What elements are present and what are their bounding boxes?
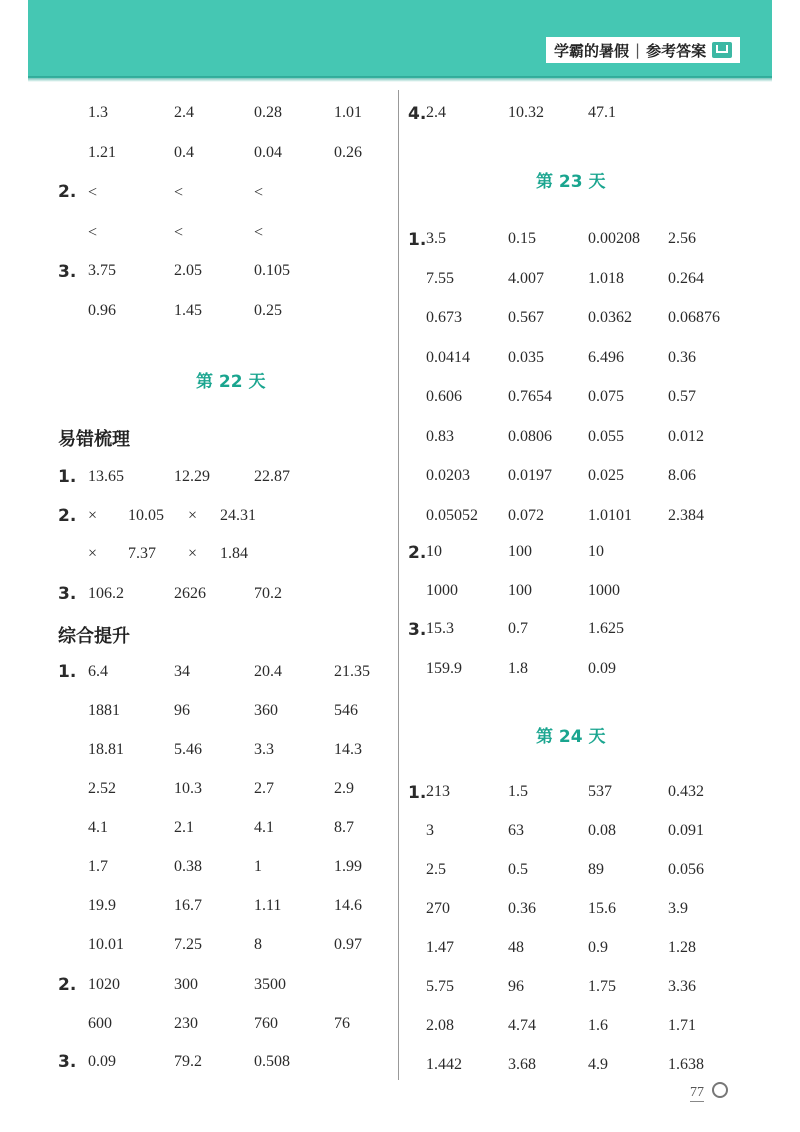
- d24-q1-cell: 537: [588, 783, 612, 800]
- d23-q1-cell: 0.0362: [588, 309, 632, 326]
- left-top-row-cell: 0.4: [174, 144, 194, 161]
- d23-q3-cell: 0.7: [508, 620, 528, 637]
- d24-q1-cell: 3.68: [508, 1056, 536, 1073]
- d23-q2-cell: 100: [508, 543, 532, 560]
- question-number: 3.: [58, 262, 77, 282]
- s2-q1-cell: 14.6: [334, 897, 362, 914]
- d23-q1-cell: 0.0197: [508, 467, 552, 484]
- s2-q1-cell: 16.7: [174, 897, 202, 914]
- d23-q1-cell: 0.36: [668, 348, 696, 366]
- book-title: 学霸的暑假: [554, 41, 630, 60]
- page-number: 77: [690, 1085, 704, 1100]
- question-number: 1.: [58, 662, 77, 682]
- d24-q1-cell: 1.71: [668, 1017, 696, 1034]
- header-separator: |: [635, 41, 641, 59]
- d23-q1-cell: 7.55: [426, 269, 454, 287]
- d24-q1-cell: 213: [426, 783, 450, 800]
- s2-q2-cell: 600: [88, 1015, 112, 1032]
- s2-q1-cell: 1.11: [254, 897, 282, 914]
- d24-q1-cell: 15.6: [588, 900, 616, 917]
- d23-q3-cell: 1.625: [588, 620, 624, 637]
- s2-q1-cell: 8: [254, 936, 262, 953]
- section-label: 参考答案: [646, 41, 707, 60]
- d23-q1-cell: 0.0203: [426, 467, 470, 484]
- question-number: 2.: [58, 182, 77, 202]
- s1-q2-cell: ×: [88, 507, 98, 524]
- left-top-row-cell: 0.04: [254, 144, 282, 161]
- d24-q1-cell: 3.36: [668, 978, 696, 995]
- d23-q1-cell: 3.5: [426, 230, 446, 247]
- d24-q1-cell: 89: [588, 861, 604, 878]
- d23-q1-cell: 0.06876: [668, 309, 720, 326]
- s1-q2-cell: ×: [188, 507, 198, 524]
- d24-q1-cell: 4.74: [508, 1017, 536, 1034]
- s2-q1-cell: 21.35: [334, 663, 370, 680]
- d24-q1-cell: 0.08: [588, 822, 616, 839]
- d23-q1-cell: 2.56: [668, 230, 696, 247]
- d23-q1-cell: 6.496: [588, 348, 624, 366]
- sun-icon: [712, 1082, 728, 1098]
- d23-q1-cell: 1.018: [588, 269, 624, 287]
- d23-q2-cell: 10: [426, 543, 442, 560]
- compare-cell: <: [254, 224, 264, 241]
- d23-q1-cell: 0.0806: [508, 427, 552, 445]
- left-q3-cell: 2.05: [174, 262, 202, 279]
- s2-q1-cell: 3.3: [254, 741, 274, 758]
- d23-q1-cell: 1.0101: [588, 506, 632, 524]
- d24-q1-cell: 96: [508, 978, 524, 995]
- s2-q1-cell: 6.4: [88, 663, 108, 680]
- question-number: 3.: [408, 620, 427, 640]
- d23-q1-cell: 0.606: [426, 388, 462, 405]
- d24-q1-cell: 0.36: [508, 900, 536, 917]
- d23-q1-cell: 0.57: [668, 388, 696, 405]
- d23-q1-cell: 0.0414: [426, 348, 470, 366]
- compare-cell: <: [174, 224, 184, 241]
- header-band-shadow: [28, 76, 772, 82]
- left-q3-cell: 0.105: [254, 262, 290, 279]
- d24-q1-cell: 0.432: [668, 783, 704, 800]
- d23-q1-cell: 0.035: [508, 348, 544, 366]
- day-23-title: 第 23 天: [536, 172, 606, 192]
- s1-q2-cell: 7.37: [128, 545, 156, 562]
- left-top-row-cell: 1.21: [88, 144, 116, 161]
- question-number: 3.: [58, 1052, 77, 1072]
- d24-q1-cell: 270: [426, 900, 450, 917]
- question-number: 1.: [408, 230, 427, 250]
- s2-q1-cell: 546: [334, 702, 358, 719]
- s2-q1-cell: 2.7: [254, 780, 274, 797]
- s2-q1-cell: 1.99: [334, 858, 362, 875]
- s2-q3-cell: 79.2: [174, 1053, 202, 1070]
- d24-q1-cell: 2.5: [426, 861, 446, 878]
- day-22-title: 第 22 天: [196, 372, 266, 392]
- s2-q1-cell: 4.1: [88, 819, 108, 836]
- d23-q1-cell: 0.025: [588, 467, 624, 484]
- s2-q1-cell: 14.3: [334, 741, 362, 758]
- s2-q2-cell: 230: [174, 1015, 198, 1032]
- s2-q1-cell: 10.3: [174, 780, 202, 797]
- d23-q1-cell: 8.06: [668, 467, 696, 484]
- left-q3-cell: 0.96: [88, 302, 116, 319]
- compare-cell: <: [88, 184, 98, 201]
- s2-q1-cell: 4.1: [254, 819, 274, 836]
- s2-q2-cell: 1020: [88, 976, 120, 993]
- d23-q3-cell: 0.09: [588, 660, 616, 677]
- d23-q3-cell: 159.9: [426, 660, 462, 677]
- question-number: 1.: [58, 467, 77, 487]
- d24-q1-cell: 4.9: [588, 1056, 608, 1073]
- d24-q1-cell: 1.47: [426, 939, 454, 956]
- s2-q1-cell: 1881: [88, 702, 120, 719]
- d24-q1-cell: 1.442: [426, 1056, 462, 1073]
- d23-q2-cell: 1000: [588, 582, 620, 599]
- d23-q1-cell: 0.072: [508, 506, 544, 524]
- s1-q1-cell: 22.87: [254, 468, 290, 485]
- d23-q1-cell: 0.15: [508, 230, 536, 247]
- d23-q2-cell: 100: [508, 582, 532, 599]
- d23-q3-cell: 15.3: [426, 620, 454, 637]
- s2-q2-cell: 760: [254, 1015, 278, 1032]
- s2-q1-cell: 96: [174, 702, 190, 719]
- s2-q1-cell: 0.38: [174, 858, 202, 875]
- left-top-row-cell: 1.3: [88, 104, 108, 121]
- s2-q1-cell: 8.7: [334, 819, 354, 836]
- d23-q1-cell: 0.83: [426, 427, 454, 445]
- question-number: 2.: [58, 506, 77, 526]
- d23-q1-cell: 0.567: [508, 309, 544, 326]
- s2-q1-cell: 7.25: [174, 936, 202, 953]
- s2-q1-cell: 2.1: [174, 819, 194, 836]
- d23-q1-cell: 0.7654: [508, 388, 552, 405]
- s2-q1-cell: 1: [254, 858, 262, 875]
- s1-q1-cell: 12.29: [174, 468, 210, 485]
- book-icon: [712, 42, 732, 58]
- d23-q1-cell: 0.264: [668, 269, 704, 287]
- compare-cell: <: [174, 184, 184, 201]
- d23-q1-cell: 2.384: [668, 506, 704, 524]
- right-q4-cell: 47.1: [588, 104, 616, 121]
- question-number: 2.: [408, 543, 427, 563]
- left-top-row-cell: 0.28: [254, 104, 282, 121]
- s2-q3-cell: 0.09: [88, 1053, 116, 1070]
- s1-q2-cell: 24.31: [220, 507, 256, 524]
- d23-q1-cell: 0.05052: [426, 506, 478, 524]
- s2-q1-cell: 0.97: [334, 936, 362, 953]
- s2-q1-cell: 18.81: [88, 741, 124, 758]
- left-q3-cell: 1.45: [174, 302, 202, 319]
- d23-q1-cell: 0.00208: [588, 230, 640, 247]
- s2-q1-cell: 20.4: [254, 663, 282, 680]
- d24-q1-cell: 0.056: [668, 861, 704, 878]
- section-title-comprehensive: 综合提升: [58, 626, 130, 647]
- d24-q1-cell: 2.08: [426, 1017, 454, 1034]
- d23-q2-cell: 10: [588, 543, 604, 560]
- d23-q1-cell: 0.012: [668, 427, 704, 445]
- s2-q1-cell: 10.01: [88, 936, 124, 953]
- d24-q1-cell: 0.9: [588, 939, 608, 956]
- d24-q1-cell: 1.28: [668, 939, 696, 956]
- question-number: 4.: [408, 104, 427, 124]
- d23-q2-cell: 1000: [426, 582, 458, 599]
- question-number: 2.: [58, 975, 77, 995]
- d24-q1-cell: 5.75: [426, 978, 454, 995]
- d24-q1-cell: 3.9: [668, 900, 688, 917]
- s2-q1-cell: 2.52: [88, 780, 116, 797]
- s1-q1-cell: 13.65: [88, 468, 124, 485]
- day-24-title: 第 24 天: [536, 727, 606, 747]
- d24-q1-cell: 1.6: [588, 1017, 608, 1034]
- s2-q1-cell: 2.9: [334, 780, 354, 797]
- d24-q1-cell: 1.5: [508, 783, 528, 800]
- left-top-row-cell: 1.01: [334, 104, 362, 121]
- s1-q2-cell: ×: [88, 545, 98, 562]
- s2-q3-cell: 0.508: [254, 1053, 290, 1070]
- left-top-row-cell: 0.26: [334, 144, 362, 161]
- d23-q1-cell: 4.007: [508, 269, 544, 287]
- s1-q3-cell: 2626: [174, 585, 206, 602]
- left-top-row-cell: 2.4: [174, 104, 194, 121]
- left-q3-cell: 3.75: [88, 262, 116, 279]
- d23-q1-cell: 0.055: [588, 427, 624, 445]
- d24-q1-cell: 0.5: [508, 861, 528, 878]
- column-divider: [398, 90, 399, 1080]
- s1-q3-cell: 70.2: [254, 585, 282, 602]
- section-title-error-review: 易错梳理: [58, 429, 130, 450]
- s1-q2-cell: 10.05: [128, 507, 164, 524]
- s2-q1-cell: 5.46: [174, 741, 202, 758]
- s2-q2-cell: 3500: [254, 976, 286, 993]
- question-number: 3.: [58, 584, 77, 604]
- right-q4-cell: 10.32: [508, 104, 544, 121]
- header-tag: [546, 37, 740, 63]
- d24-q1-cell: 63: [508, 822, 524, 839]
- s2-q1-cell: 19.9: [88, 897, 116, 914]
- d23-q1-cell: 0.075: [588, 388, 624, 405]
- s1-q2-cell: ×: [188, 545, 198, 562]
- left-q3-cell: 0.25: [254, 302, 282, 319]
- s2-q2-cell: 76: [334, 1015, 350, 1032]
- d24-q1-cell: 0.091: [668, 822, 704, 839]
- d23-q3-cell: 1.8: [508, 660, 528, 677]
- compare-cell: <: [88, 224, 98, 241]
- s1-q2-cell: 1.84: [220, 545, 248, 562]
- right-q4-cell: 2.4: [426, 104, 446, 121]
- s1-q3-cell: 106.2: [88, 585, 124, 602]
- compare-cell: <: [254, 184, 264, 201]
- s2-q1-cell: 1.7: [88, 858, 108, 875]
- question-number: 1.: [408, 783, 427, 803]
- s2-q1-cell: 360: [254, 702, 278, 719]
- s2-q1-cell: 34: [174, 663, 190, 680]
- d24-q1-cell: 48: [508, 939, 524, 956]
- d24-q1-cell: 1.75: [588, 978, 616, 995]
- d23-q1-cell: 0.673: [426, 309, 462, 326]
- d24-q1-cell: 3: [426, 822, 434, 839]
- s2-q2-cell: 300: [174, 976, 198, 993]
- d24-q1-cell: 1.638: [668, 1056, 704, 1073]
